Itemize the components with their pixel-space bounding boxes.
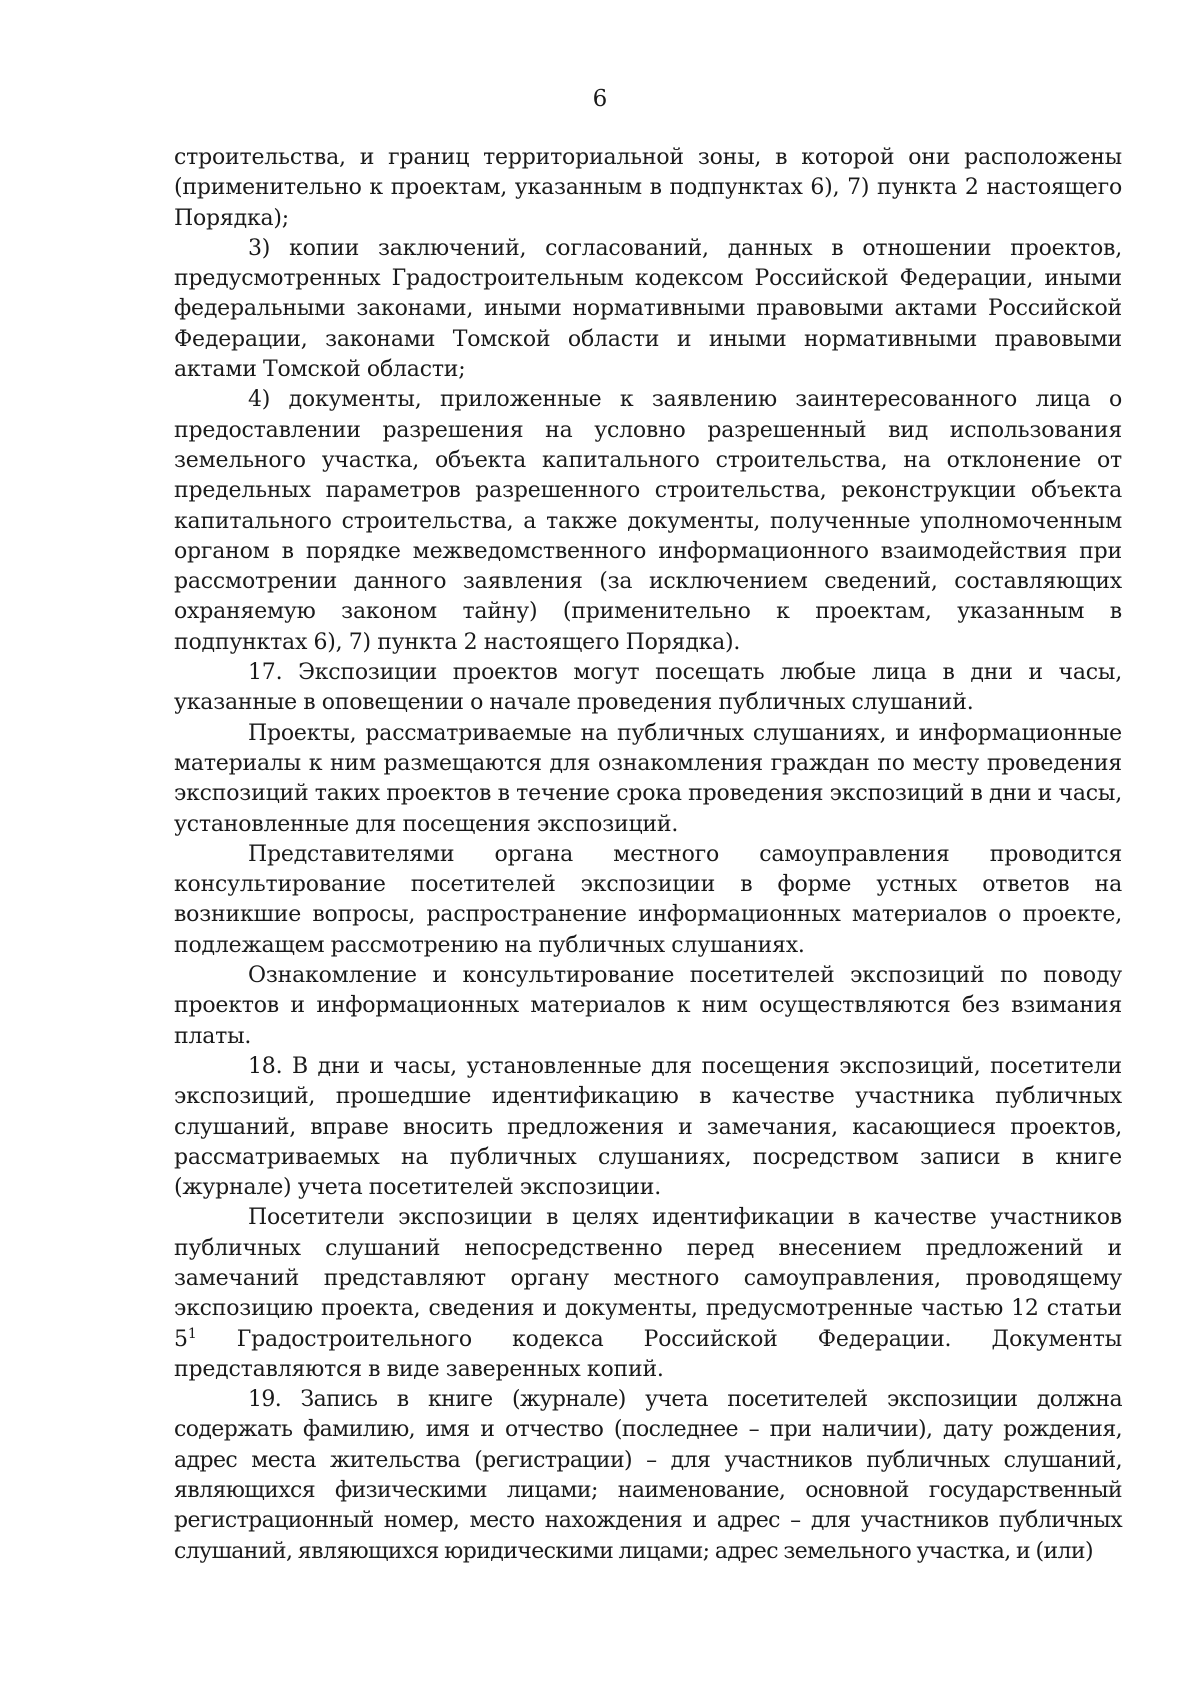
superscript-one: 1 (187, 1325, 197, 1342)
paragraph-continuation: строительства, и границ территориальной зоны, в которой они расположены (применительно к проектам, указанным в подпунктах 6), 7) пункта 2 настоящего Порядка); (174, 145, 1122, 231)
paragraph-identification (174, 1203, 1122, 1385)
document-body (174, 143, 1122, 1567)
paragraph-free-of-charge: Ознакомление и консультирование посетителей экспозиций по поводу проектов и информационных материалов к ним осуществляются без взимания платы. (174, 963, 1122, 1049)
paragraph-consultation: Представителями органа местного самоуправления проводится консультирование посетителей экспозиции в форме устных ответов на возникшие вопросы, распространение информационных материалов о проекте, подлежащем рассмотрению на публичных слушаниях. (174, 841, 1122, 958)
paragraph-clause-18: 18. В дни и часы, установленные для посещения экспозиций, посетители экспозиций, прошедшие идентификацию в качестве участника публичных слушаний, вправе вносить предложения и замечания, касающиеся проектов, рассматриваемых на публичных слушаниях, посредством записи в книге (журнале) учета посетителей экспозиции. (174, 1053, 1122, 1201)
page-number: 6 (592, 86, 608, 112)
identification-text: Посетители экспозиции в целях идентификации в качестве участников публичных слушаний непосредственно перед внесением предложений и замечаний представляют органу местного самоуправления, проводящему экспозицию проекта, сведения и документы, предусмотренные частью 12 статьи 5 (174, 1205, 1122, 1352)
paragraph-item-4: 4) документы, приложенные к заявлению заинтересованного лица о предоставлении разрешения на условно разрешенный вид использования земельного участка, объекта капитального строительства, на отклонение от предельных параметров разрешенного строительства, реконструкции объекта капитального строительства, а также документы, полученные уполномоченным органом в порядке межведомственного информационного взаимодействия при рассмотрении данного заявления (за исключением сведений, составляющих охраняемую законом тайну) (применительно к проектам, указанным в подпунктах 6), 7) пункта 2 настоящего Порядка). (174, 387, 1122, 655)
paragraph-clause-17: 17. Экспозиции проектов могут посещать любые лица в дни и часы, указанные в оповещении о начале проведения публичных слушаний. (174, 660, 1122, 716)
paragraph-item-3: 3) копии заключений, согласований, данных в отношении проектов, предусмотренных Градостроительным кодексом Российской Федерации, иными федеральными законами, иными нормативными правовыми актами Российской Федерации, законами Томской области и иными нормативными правовыми актами Томской области; (174, 235, 1122, 383)
paragraph-projects-materials: Проекты, рассматриваемые на публичных слушаниях, и информационные материалы к ним размещаются для ознакомления граждан по месту проведения экспозиций таких проектов в течение срока проведения экспозиций в дни и часы, установленные для посещения экспозиций. (174, 720, 1122, 837)
identification-text-continued: Градостроительного кодекса Российской Федерации. Документы представляются в виде заверенных копий. (174, 1326, 1122, 1382)
paragraph-clause-19: 19. Запись в книге (журнале) учета посетителей экспозиции должна содержать фамилию, имя и отчество (последнее – при наличии), дату рождения, адрес места жительства (регистрации) – для участников публичных слушаний, являющихся физическими лицами; наименование, основной государственный регистрационный номер, место нахождения и адрес – для участников публичных слушаний, являющихся юридическими лицами; адрес земельного участка, и (или) (174, 1387, 1122, 1564)
